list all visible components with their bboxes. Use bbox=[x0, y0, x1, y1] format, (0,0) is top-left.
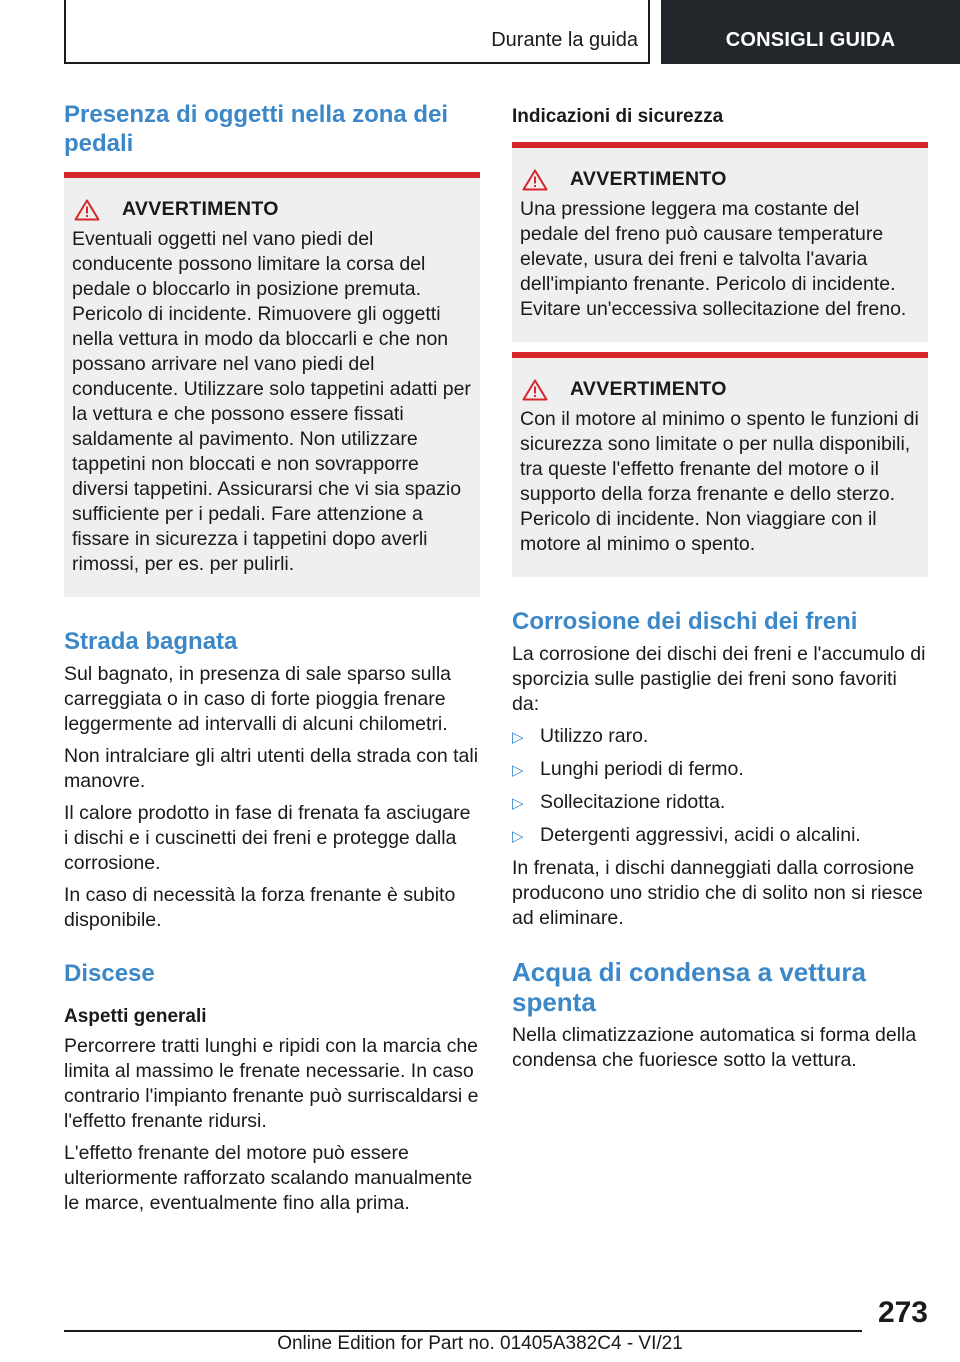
subheading-safety: Indicazioni di sicurezza bbox=[512, 106, 724, 127]
heading-wet-road: Strada bagnata bbox=[64, 628, 238, 655]
wet-paragraph: Il calore prodotto in fase di frenata fa asciugare i dischi e i cuscinetti dei freni e protegge dalla corrosione. bbox=[64, 802, 471, 874]
warning-triangle-icon bbox=[522, 169, 548, 191]
warning-triangle-icon bbox=[74, 199, 100, 221]
triangle-bullet-icon: ▷ bbox=[512, 828, 524, 845]
wet-paragraph: In caso di necessità la forza frenante è subito disponibile. bbox=[64, 884, 456, 931]
list-item: ▷ Sollecitazione ridotta. bbox=[512, 790, 928, 816]
wet-paragraph: Sul bagnato, in presenza di sale sparso sulla carreggiata o in caso di forte pioggia frenare leggermente ad intervalli di alcuni chilometri. bbox=[64, 663, 451, 735]
header-rule-left bbox=[64, 0, 66, 64]
warning-header bbox=[520, 168, 920, 191]
right-column bbox=[512, 100, 928, 1080]
descent-paragraph: Percorrere tratti lunghi e ripidi con la marcia che limita al massimo le frenate necessarie. In caso contrario l'impianto frenante può surriscaldarsi e l'effetto frenante ridursi. bbox=[64, 1035, 479, 1132]
triangle-bullet-icon: ▷ bbox=[512, 795, 524, 812]
subheading-general: Aspetti generali bbox=[64, 1006, 207, 1027]
list-item: ▷ Utilizzo raro. bbox=[512, 724, 928, 750]
footer-rule bbox=[64, 1330, 862, 1332]
corrosion-intro: La corrosione dei dischi dei freni e l'accumulo di sporcizia sulle pastiglie dei freni sono favoriti da: bbox=[512, 643, 926, 715]
heading-pedal-objects: Presenza di oggetti nella zona dei pedali bbox=[64, 101, 449, 157]
condensation-text: Nella climatizzazione automatica si forma della condensa che fuoriesce sotto la vettura. bbox=[512, 1024, 917, 1071]
warning-box-engine-idle bbox=[512, 352, 928, 577]
warning-header bbox=[72, 198, 472, 221]
triangle-bullet-icon: ▷ bbox=[512, 729, 524, 746]
list-item: ▷ Lunghi periodi di fermo. bbox=[512, 757, 928, 783]
warning-title: AVVERTIMENTO bbox=[122, 198, 279, 220]
list-item: ▷ Detergenti aggressivi, acidi o alcalini. bbox=[512, 823, 928, 849]
heading-condensation: Acqua di condensa a vettura spenta bbox=[512, 957, 866, 1017]
warning-text: Una pressione leggera ma costante del pedale del freno può causare temperature elevate, usura dei freni e talvolta l'avaria dell'impianto frenante. Pericolo di incidente. Evitare un'eccessiva sollecitazione del freno. bbox=[520, 198, 907, 320]
header-rule-divider bbox=[648, 0, 650, 64]
left-column bbox=[64, 100, 480, 1223]
warning-text: Eventuali oggetti nel vano piedi del conducente possono limitare la corsa del pedale o bloccarlo in posizione premuta. Pericolo di incidente. Rimuovere gli oggetti nella vettura in modo da bloccarli e che non possano arrivare nel vano piedi del conducente. Utilizzare solo tappetini adatti per la vettura e che possono essere fissati saldamente al pavimento. Non utilizzare tappetini non bloccati e non sovrapporre diversi tappetini. Assicurarsi che vi sia spazio sufficiente per i pedali. Fare attenzione a fissare in sicurezza i tappetini dopo averli rimossi, per es. per pulirli. bbox=[72, 228, 471, 575]
header-rule-bottom bbox=[64, 62, 650, 64]
descent-paragraph: L'effetto frenante del motore può essere ulteriormente rafforzato scalando manualmente le marce, eventualmente fino alla prima. bbox=[64, 1142, 473, 1214]
warning-title: AVVERTIMENTO bbox=[570, 168, 727, 190]
warning-text: Con il motore al minimo o spento le funzioni di sicurezza sono limitate o per nulla disponibili, tra queste l'effetto frenante del motore o il supporto della forza frenante e dello sterzo. Pericolo di incidente. Non viaggiare con il motore al minimo o spento. bbox=[520, 408, 919, 555]
warning-title: AVVERTIMENTO bbox=[570, 378, 727, 400]
triangle-bullet-icon: ▷ bbox=[512, 762, 524, 779]
corrosion-outro: In frenata, i dischi danneggiati dalla corrosione producono uno stridio che di solito non si riesce ad eliminare. bbox=[512, 857, 923, 929]
footer-edition: Online Edition for Part no. 01405A382C4 - VI/21 bbox=[277, 1333, 683, 1354]
warning-box-pedals bbox=[64, 172, 480, 597]
wet-paragraph: Non intralciare gli altri utenti della strada con tali manovre. bbox=[64, 745, 479, 792]
header-chapter-tab: CONSIGLI GUIDA bbox=[661, 0, 960, 64]
header-section-title: Durante la guida bbox=[491, 29, 638, 51]
warning-triangle-icon bbox=[522, 379, 548, 401]
corrosion-list bbox=[512, 724, 928, 849]
warning-header bbox=[520, 378, 920, 401]
heading-brake-corrosion: Corrosione dei dischi dei freni bbox=[512, 608, 858, 635]
heading-descents: Discese bbox=[64, 960, 155, 987]
page-number: 273 bbox=[877, 1296, 928, 1329]
warning-box-brake-pressure bbox=[512, 142, 928, 342]
